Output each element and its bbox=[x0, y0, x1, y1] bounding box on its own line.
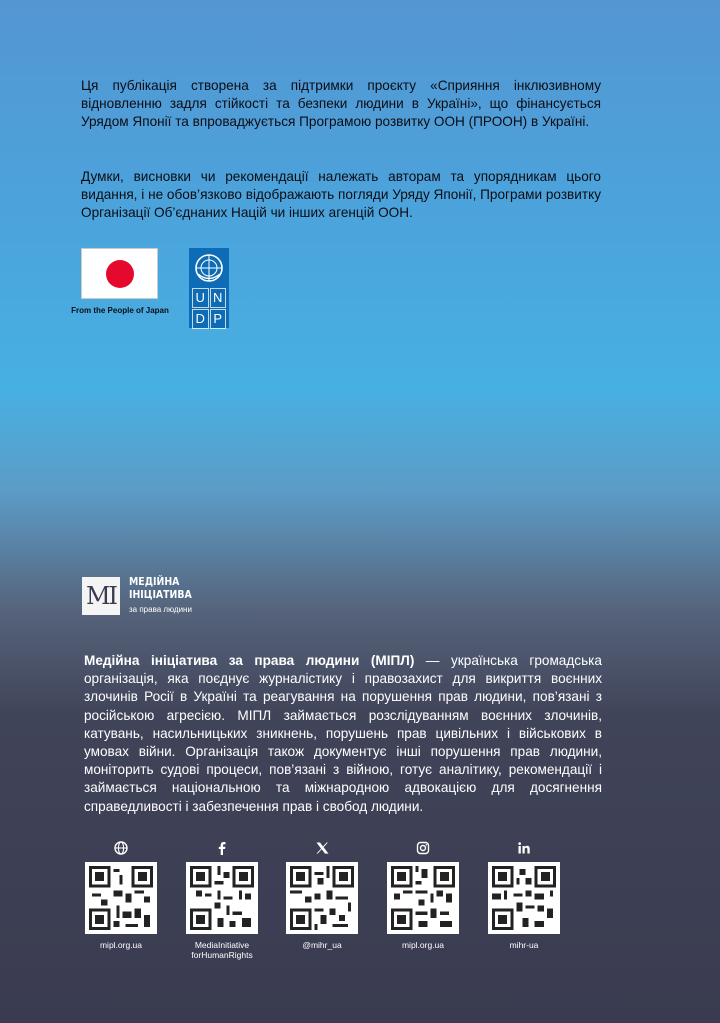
social-label: mipl.org.ua bbox=[99, 940, 143, 950]
qr-code[interactable] bbox=[286, 862, 358, 934]
mipl-logo-mark: MI bbox=[82, 577, 120, 615]
organization-about: — українська громадська організація, яка поєднує журналістику і правозахист для викриття воєнних злочинів Росії в Україні та реагування на порушення прав людини, пов’язані з російською агресією. МІПЛ займається розслідуванням воєнних злочинів, катувань, насильницьких зникнень, порушень прав цивільних і військових в умовах війни. Організація також документує інші порушення прав людини, моніторить судові процеси, пов’язані з війною, готує аналітику, рекомендації і займається національною та міжнародною адвокацією для досягнення справедливості і забезпечення прав і свобод людини. bbox=[84, 653, 602, 814]
funding-disclaimer: Ця публікація створена за підтримки проєкту «Сприяння інклюзивному відновленню задля стійкості та безпеки людини в Україні», що фінансується Урядом Японії та впроваджується Програмою розвитку ООН (ПРООН) в Україні. bbox=[81, 78, 601, 129]
mipl-logo-text: МЕДІЙНА ІНІЦІАТИВА bbox=[129, 575, 192, 601]
qr-code[interactable] bbox=[186, 862, 258, 934]
undp-logo bbox=[189, 248, 229, 328]
social-linkedin[interactable] bbox=[480, 840, 568, 950]
globe-icon bbox=[113, 840, 129, 856]
facebook-icon bbox=[214, 840, 230, 856]
social-facebook[interactable] bbox=[178, 840, 266, 960]
qr-code[interactable] bbox=[387, 862, 459, 934]
undp-letter-d: D bbox=[192, 309, 209, 329]
japan-caption: From the People of Japan bbox=[71, 306, 169, 315]
instagram-icon bbox=[415, 840, 431, 856]
social-label: mihr-ua bbox=[509, 940, 539, 950]
undp-letter-p: P bbox=[210, 309, 227, 329]
x-icon bbox=[314, 840, 330, 856]
qr-code[interactable] bbox=[85, 862, 157, 934]
social-label: @mihr_ua bbox=[302, 940, 342, 950]
japan-flag-logo bbox=[81, 248, 158, 299]
social-label: MediaInitiative forHumanRights bbox=[191, 940, 253, 960]
undp-letter-n: N bbox=[210, 288, 227, 308]
mipl-logo-subtitle: за права людини bbox=[129, 605, 192, 614]
linkedin-icon bbox=[516, 840, 532, 856]
qr-code[interactable] bbox=[488, 862, 560, 934]
undp-letter-u: U bbox=[192, 288, 209, 308]
opinion-disclaimer: Думки, висновки чи рекомендації належать авторам та упорядникам цього видання, і не обов’язково відображають погляди Уряду Японії, Програми розвитку Організації Об’єднаних Націй чи інших агенцій ООН. bbox=[81, 169, 601, 220]
organization-description bbox=[84, 652, 602, 816]
un-emblem-icon bbox=[193, 252, 225, 284]
social-website[interactable] bbox=[77, 840, 165, 950]
flag-disc bbox=[106, 260, 134, 288]
organization-name: Медійна ініціатива за права людини (МІПЛ) bbox=[84, 653, 415, 668]
social-label: mipl.org.ua bbox=[401, 940, 445, 950]
social-x[interactable] bbox=[278, 840, 366, 950]
social-instagram[interactable] bbox=[379, 840, 467, 950]
